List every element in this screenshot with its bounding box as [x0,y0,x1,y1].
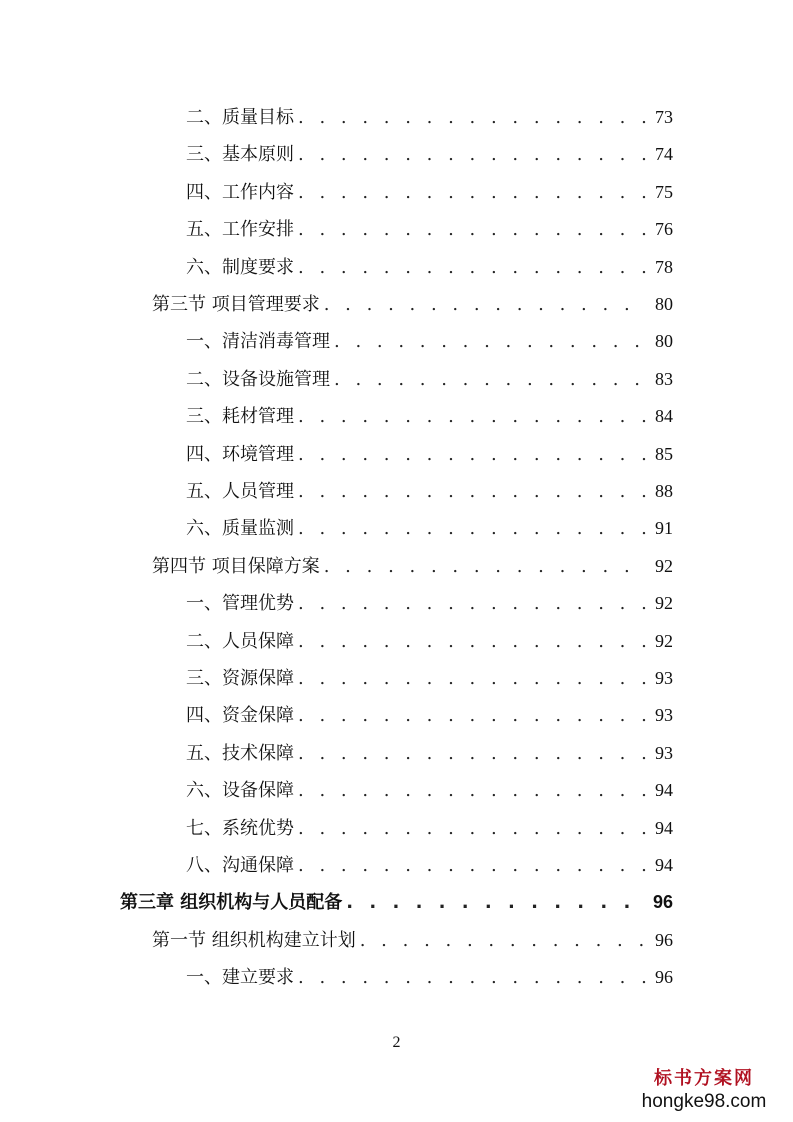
toc-entry-title: 一、建立要求 [186,967,294,989]
toc-entry-title: 五、人员管理 [186,481,294,502]
toc-entry-page: 83 [655,368,673,389]
toc-entry-page: 91 [655,518,673,539]
dot-leader [298,627,647,657]
toc-entry-title: 八、沟通保障 [186,855,294,876]
dot-leader [298,963,647,993]
dot-leader [324,552,647,582]
toc-entry[interactable] [186,775,673,805]
toc-entry-page: 92 [655,555,673,576]
toc-entry[interactable] [186,663,673,693]
toc-entry[interactable] [186,476,673,506]
dot-leader [324,290,647,320]
toc-entry-page: 96 [655,967,673,988]
toc-entry-page: 94 [655,780,673,801]
toc-entry-page: 96 [652,892,673,913]
toc-entry-title: 四、资金保障 [186,705,294,727]
dot-leader [298,664,647,694]
toc-entry-title: 一、清洁消毒管理 [186,331,330,353]
toc-entry-page: 93 [655,742,673,763]
toc-entry-page: 94 [655,817,673,838]
toc-entry[interactable] [186,626,673,656]
toc-entry[interactable] [152,925,673,955]
toc-entry-title: 三、基本原则 [186,144,294,166]
toc-entry-title: 六、设备保障 [186,780,294,802]
toc-entry-title: 六、制度要求 [186,256,294,278]
dot-leader [298,776,647,806]
dot-leader [298,851,647,881]
toc-entry-page: 88 [655,481,673,501]
toc-entry[interactable] [186,102,673,132]
toc-entry-page: 96 [655,929,673,950]
dot-leader [298,253,647,283]
toc-entry-title: 三、资源保障 [186,668,294,689]
toc-entry[interactable] [120,887,673,917]
toc-entry[interactable] [186,139,673,169]
toc-entry-title: 第三节 项目管理要求 [152,294,320,315]
toc-entry-page: 92 [655,593,673,614]
toc-entry[interactable] [186,850,673,880]
toc-entry-page: 92 [655,630,673,651]
toc-entry-title: 五、工作安排 [186,219,294,241]
toc-entry[interactable] [186,700,673,730]
toc-entry-title: 七、系统优势 [186,817,294,839]
dot-leader [298,589,647,619]
page-number: 2 [392,1034,401,1051]
toc-entry-page: 85 [655,443,673,464]
toc-entry-page: 74 [655,144,673,165]
toc-entry[interactable] [186,513,673,543]
toc-entry-page: 94 [655,855,673,875]
toc-entry-title: 二、设备设施管理 [186,368,330,390]
toc-entry-page: 73 [655,107,673,127]
watermark-chinese: 标书方案网 [654,1068,754,1089]
toc-entry-title: 三、耗材管理 [186,406,294,428]
dot-leader [298,739,647,769]
dot-leader [298,178,647,208]
dot-leader [346,888,647,918]
toc-entry[interactable] [152,551,673,581]
site-watermark [629,1068,779,1114]
dot-leader [298,215,647,245]
toc-entry-title: 二、人员保障 [186,630,294,652]
toc-entry[interactable] [186,364,673,394]
toc-entry-page: 84 [655,406,673,427]
toc-entry[interactable] [186,813,673,843]
dot-leader [298,701,647,731]
toc-entry-page: 75 [655,181,673,202]
toc-entry-page: 80 [655,331,673,352]
watermark-url: hongke98.com [641,1091,767,1112]
toc-entry-title: 第三章 组织机构与人员配备 [120,892,343,914]
dot-leader [298,477,647,507]
toc-entry[interactable] [186,177,673,207]
toc-entry-page: 93 [655,705,673,726]
toc-entry-title: 四、工作内容 [186,181,294,203]
dot-leader [334,327,647,357]
dot-leader [298,103,647,133]
toc-entry-title: 四、环境管理 [186,443,294,465]
toc-entry[interactable] [186,588,673,618]
toc-entry-title: 第四节 项目保障方案 [152,555,320,577]
toc-entry-title: 第一节 组织机构建立计划 [152,929,356,951]
dot-leader [298,514,647,544]
toc-entry-page: 78 [655,256,673,277]
toc-entry-title: 一、管理优势 [186,593,294,615]
toc-entry[interactable] [186,962,673,992]
toc-entry[interactable] [186,326,673,356]
toc-entry[interactable] [186,738,673,768]
toc-entry[interactable] [186,401,673,431]
dot-leader [334,365,647,395]
dot-leader [298,814,647,844]
toc-entry-page: 80 [655,294,673,314]
dot-leader [360,926,647,956]
toc-entry-title: 六、质量监测 [186,518,294,540]
toc-entry-title: 五、技术保障 [186,742,294,764]
dot-leader [298,402,647,432]
toc-entry[interactable] [186,214,673,244]
toc-entry[interactable] [152,289,673,319]
toc-entry-page: 76 [655,219,673,240]
toc-entry-title: 二、质量目标 [186,107,294,128]
dot-leader [298,440,647,470]
dot-leader [298,140,647,170]
toc-entry-page: 93 [655,668,673,688]
toc-entry[interactable] [186,439,673,469]
toc-entry[interactable] [186,252,673,282]
